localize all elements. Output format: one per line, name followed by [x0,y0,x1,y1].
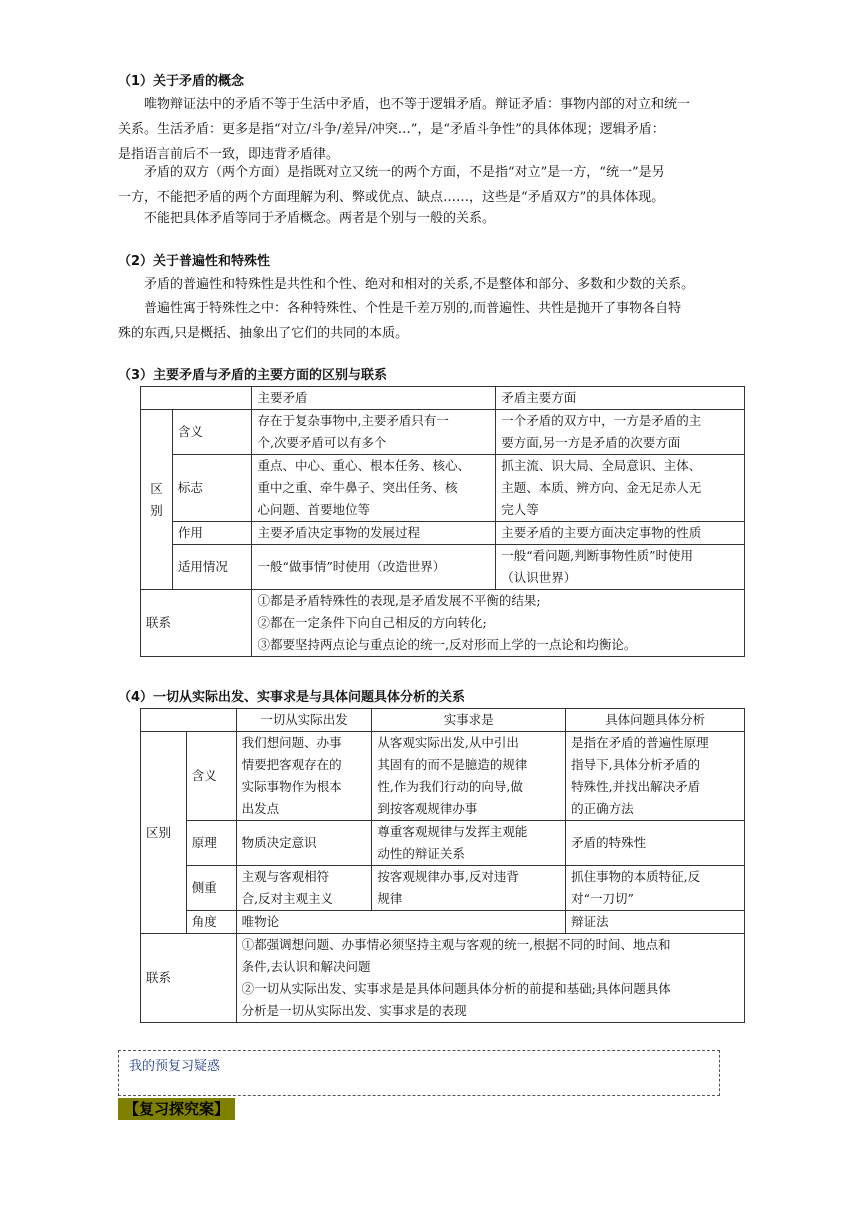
cell-line: 一般“做事情”时使用（改造世界） [257,559,446,574]
table-corner-cell [141,387,252,410]
cell-line: 要方面,另一方是矛盾的次要方面 [501,435,681,450]
cell-line: 主观与客观相符 [241,869,330,884]
main-contradiction-table [140,386,745,657]
angle-dialectics: 辩证法 [566,911,745,934]
cell-line: （认识世界） [501,570,577,585]
cell-line: 到按客观规律办事 [377,801,478,816]
link-label: 联系 [141,934,237,1023]
difference-label-char: 别 [150,502,163,518]
table-corner-cell [141,709,237,732]
cell-line: 动性的辩证关系 [377,846,465,861]
text-line: 不能把具体矛盾等同于矛盾概念。两者是个别与一般的关系。 [144,211,496,226]
cell-line: 从客观实际出发,从中引出 [377,735,519,750]
cell-line: 特殊性,并找出解决矛盾 [571,779,701,794]
header-col2: 实事求是 [372,709,566,732]
cell-line: 抓主流、识大局、全局意识、主体、 [501,458,702,473]
section4-heading: （4）一切从实际出发、实事求是与具体问题具体分析的关系 [118,690,466,705]
text-line: 关系。生活矛盾：更多是指“对立/斗争/差异/冲突…”，是“矛盾斗争性”的具体体现；逻辑矛盾： [118,122,665,137]
section2-heading: （2）关于普遍性和特殊性 [118,254,271,269]
cell-line: 分析是一切从实际出发、实事求是的表现 [241,1003,467,1018]
cell-line: ①都强调想问题、办事情必须坚持主观与客观的统一,根据不同的时间、地点和 [241,937,671,952]
cell-main [252,522,496,545]
cell-main [252,410,496,455]
link-text [252,590,745,657]
cell-line: ③都要坚持两点论与重点论的统一,反对形而上学的一点论和均衡论。 [257,637,637,652]
cell-aspect [496,522,745,545]
angle-materialism: 唯物论 [236,911,566,934]
section1-paragraph2 [118,160,746,210]
row-label: 侧重 [186,866,236,911]
text-line: 是指语言前后不一致，即违背矛盾律。 [118,147,340,162]
cell-line: 规律 [377,891,403,906]
row-label: 适用情况 [172,545,252,590]
cell-line: 条件,去认识和解决问题 [241,959,371,974]
text-line: 一方，不能把矛盾的两个方面理解为利、弊或优点、缺点……，这些是“矛盾双方”的具体体现。 [118,190,665,205]
cell-aspect [496,455,745,522]
difference-label [141,410,173,590]
cell-line: 尊重客观规律与发挥主观能 [377,824,528,839]
text-line: 矛盾的双方（两个方面）是指既对立又统一的两个方面，不是指“对立”是一方，“统一”是另 [144,165,665,180]
cell-line: ①都是矛盾特殊性的表现,是矛盾发展不平衡的结果; [257,593,541,608]
cell-line: 指导下,具体分析矛盾的 [571,757,701,772]
cell-line: 心问题、首要地位等 [257,502,370,517]
section1-paragraph1 [118,92,746,167]
header-main-contradiction: 主要矛盾 [252,387,496,410]
cell-col1 [236,732,372,821]
cell-col1 [236,821,372,866]
link-text [236,934,744,1023]
cell-main [252,545,496,590]
section1-paragraph3 [118,206,746,231]
cell-line: 抓住事物的本质特征,反 [571,869,701,884]
cell-line: 其固有的而不是臆造的规律 [377,757,528,772]
difference-label: 区别 [141,732,187,934]
cell-line: 按客观规律办事,反对违背 [377,869,519,884]
cell-col2 [372,866,566,911]
section3-heading: （3）主要矛盾与矛盾的主要方面的区别与联系 [118,368,388,383]
cell-main [252,455,496,522]
header-col1: 一切从实际出发 [236,709,372,732]
cell-aspect [496,545,745,590]
row-label: 原理 [186,821,236,866]
cell-line: 出发点 [241,801,280,816]
cell-col2 [372,732,566,821]
row-label: 含义 [186,732,236,821]
cell-line: 主要矛盾的主要方面决定事物的性质 [501,525,702,540]
row-label: 标志 [172,455,252,522]
cell-col3 [566,866,745,911]
cell-col1 [236,866,372,911]
text-line: 唯物辩证法中的矛盾不等于生活中矛盾，也不等于逻辑矛盾。辩证矛盾：事物内部的对立和统一 [144,97,691,112]
cell-col3 [566,821,745,866]
preview-doubts-box[interactable] [118,1050,720,1096]
header-main-aspect: 矛盾主要方面 [496,387,745,410]
text-line: 殊的东西,只是概括、抽象出了它们的共同的本质。 [118,326,409,341]
cell-line: 主题、本质、辨方向、金无足赤人无 [501,480,702,495]
cell-line: 实际事物作为根本 [241,779,342,794]
difference-label-char: 区 [150,480,163,496]
cell-line: 完人等 [501,502,539,517]
cell-line: 对“一刀切” [571,891,634,906]
cell-line: 情要把客观存在的 [241,757,342,772]
cell-line: 的正确方法 [571,801,634,816]
text-line: 普遍性寓于特殊性之中：各种特殊性、个性是千差万别的,而普遍性、共性是抛开了事物各自特 [144,301,682,316]
cell-line: 主要矛盾决定事物的发展过程 [257,525,420,540]
row-label: 作用 [172,522,252,545]
cell-line: 重点、中心、重心、根本任务、核心、 [257,458,470,473]
cell-line: 个,次要矛盾可以有多个 [257,435,387,450]
text-line: 矛盾的普遍性和特殊性是共性和个性、绝对和相对的关系,不是整体和部分、多数和少数的关系。 [144,277,695,292]
review-inquiry-banner: 【复习探究案】 [118,1098,235,1120]
row-label: 角度 [186,911,236,934]
row-label: 含义 [172,410,252,455]
cell-line: 存在于复杂事物中,主要矛盾只有一 [257,413,449,428]
section2-paragraph2 [118,296,746,346]
cell-line: 合,反对主观主义 [241,891,334,906]
cell-line: 我们想问题、办事 [241,735,342,750]
cell-line: 是指在矛盾的普遍性原理 [571,735,709,750]
cell-line: ②都在一定条件下向自己相反的方向转化; [257,615,487,630]
link-label: 联系 [141,590,252,657]
cell-line: 重中之重、牵牛鼻子、突出任务、核 [257,480,458,495]
cell-aspect [496,410,745,455]
section1-heading: （1）关于矛盾的概念 [118,74,245,89]
cell-line: 矛盾的特殊性 [571,835,647,850]
cell-line: ②一切从实际出发、实事求是是具体问题具体分析的前提和基础;具体问题具体 [241,981,671,996]
section2-paragraph1 [118,272,746,297]
cell-line: 一般“看问题,判断事物性质”时使用 [501,548,694,563]
preview-doubts-label: 我的预复习疑惑 [129,1059,221,1074]
cell-line: 一个矛盾的双方中，一方是矛盾的主 [501,413,702,428]
cell-line: 性,作为我们行动的向导,做 [377,779,523,794]
cell-col3 [566,732,745,821]
practical-relationship-table [140,708,745,1023]
cell-col2 [372,821,566,866]
cell-line: 物质决定意识 [241,835,317,850]
header-col3: 具体问题具体分析 [566,709,745,732]
